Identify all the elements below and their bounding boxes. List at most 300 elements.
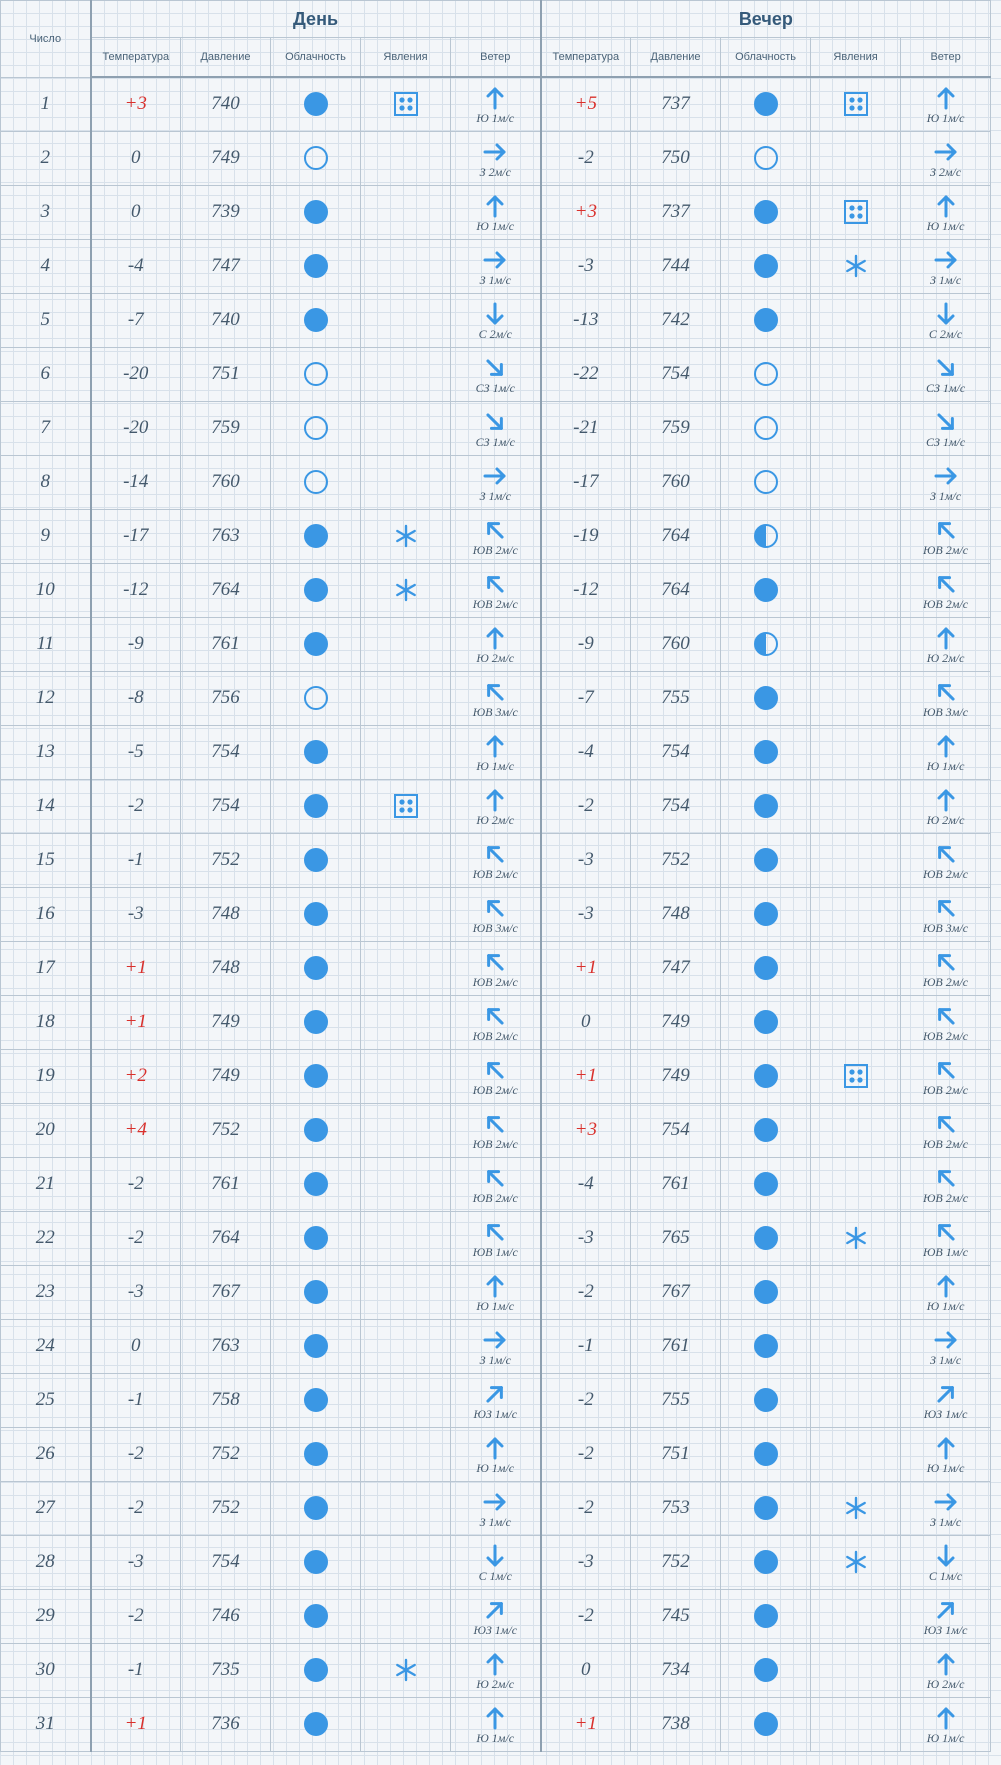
wind-arrow-up-left-icon <box>482 571 508 597</box>
wind-arrow-up-left-icon <box>482 1165 508 1191</box>
day-wind-header: Ветер <box>451 38 541 78</box>
day-number: 24 <box>35 1335 55 1356</box>
evening-wind-label: З 1м/с <box>929 1352 962 1367</box>
day-phenomena-cell <box>361 347 451 401</box>
evening-phenomena-cell <box>811 1535 901 1589</box>
table-row <box>1 1589 991 1643</box>
evening-pressure-cell <box>631 185 721 239</box>
evening-pressure-cell <box>631 887 721 941</box>
evening-temperature-value: -19 <box>573 525 599 546</box>
day-cloudiness-cell <box>271 455 361 509</box>
wind-arrow-up-left-icon <box>933 949 959 975</box>
table-row <box>1 1643 991 1697</box>
evening-temperature-value: -22 <box>573 363 599 384</box>
evening-wind-cell <box>901 671 991 725</box>
evening-wind-label: ЮВ 2м/с <box>923 866 969 881</box>
day-pressure-cell <box>181 1103 271 1157</box>
day-wind-cell <box>451 1589 541 1643</box>
evening-cloudiness-cell <box>721 1265 811 1319</box>
day-temperature-value: -7 <box>127 309 144 330</box>
day-number: 28 <box>35 1551 55 1572</box>
day-wind <box>473 1111 518 1150</box>
day-pressure-cell <box>181 563 271 617</box>
day-wind-label: Ю 1м/с <box>476 110 515 125</box>
evening-wind-label: Ю 1м/с <box>926 758 965 773</box>
evening-pressure-value: 737 <box>661 201 690 222</box>
evening-phenomena-cell <box>811 833 901 887</box>
day-number-cell <box>1 509 91 563</box>
day-temperature-cell <box>91 563 181 617</box>
day-number-cell <box>1 779 91 833</box>
evening-wind <box>923 1165 968 1204</box>
wind-arrow-up-left-icon <box>482 1003 508 1029</box>
wind-arrow-up-left-icon <box>482 1219 508 1245</box>
day-number: 10 <box>35 579 55 600</box>
evening-cloudiness-cell <box>721 1589 811 1643</box>
day-temperature-value: -20 <box>123 417 149 438</box>
evening-temperature-value: -3 <box>577 1551 594 1572</box>
day-wind-cell <box>451 401 541 455</box>
evening-temperature-value: -2 <box>577 1605 594 1626</box>
wind-arrow-up-icon <box>482 733 508 759</box>
wind-arrow-up-left-icon <box>482 841 508 867</box>
day-wind-label: Ю 1м/с <box>476 1298 515 1313</box>
day-wind-cell <box>451 509 541 563</box>
table-row <box>1 293 991 347</box>
evening-temperature-value: 0 <box>581 1011 591 1032</box>
day-cloudiness-cell <box>271 833 361 887</box>
day-wind-label: ЮВ 1м/с <box>472 1244 518 1259</box>
day-wind-cell <box>451 77 541 131</box>
evening-pressure-value: 764 <box>661 579 690 600</box>
day-wind-cell <box>451 671 541 725</box>
wind-arrow-up-icon <box>482 625 508 651</box>
table-row <box>1 1049 991 1103</box>
overcast-cloud-icon <box>754 92 778 116</box>
wind-arrow-up-left-icon <box>933 841 959 867</box>
evening-pressure-value: 755 <box>661 687 690 708</box>
evening-cloudiness-cell <box>721 941 811 995</box>
evening-pressure-value: 751 <box>661 1443 690 1464</box>
day-pressure-value: 764 <box>211 1227 240 1248</box>
day-wind-label: ЮВ 3м/с <box>472 704 518 719</box>
day-wind-cell <box>451 1643 541 1697</box>
day-wind-label: З 1м/с <box>479 488 511 503</box>
evening-pressure-value: 752 <box>661 1551 690 1572</box>
overcast-cloud-icon <box>304 578 328 602</box>
wind-arrow-up-icon <box>482 787 508 813</box>
day-number: 21 <box>35 1173 55 1194</box>
day-cloudiness-cell <box>271 239 361 293</box>
evening-phenomena-cell <box>811 401 901 455</box>
day-wind-label: З 1м/с <box>479 1352 511 1367</box>
day-pressure-value: 752 <box>211 1119 240 1140</box>
day-phenomena-cell <box>361 833 451 887</box>
wind-arrow-down-right-icon <box>482 355 508 381</box>
evening-pressure-value: 764 <box>661 525 690 546</box>
day-number-cell <box>1 77 91 131</box>
evening-temperature-value: -17 <box>573 471 599 492</box>
day-wind-cell <box>451 1535 541 1589</box>
day-pressure-cell <box>181 239 271 293</box>
evening-cloudiness-cell <box>721 239 811 293</box>
day-cloudiness-cell <box>271 1157 361 1211</box>
day-pressure-cell <box>181 77 271 131</box>
day-wind-cell <box>451 1265 541 1319</box>
day-cloudiness-cell <box>271 1211 361 1265</box>
evening-wind <box>930 1489 961 1528</box>
day-temperature-cell <box>91 1643 181 1697</box>
clear-sky-icon <box>304 362 328 386</box>
day-cloudiness-cell <box>271 941 361 995</box>
evening-cloudiness-cell <box>721 293 811 347</box>
day-wind <box>473 1057 518 1096</box>
evening-temperature-cell <box>541 941 631 995</box>
day-wind-cell <box>451 131 541 185</box>
evening-pressure-cell <box>631 1643 721 1697</box>
day-pressure-cell <box>181 1481 271 1535</box>
day-wind-label: З 1м/с <box>479 1514 511 1529</box>
day-pressure-value: 761 <box>211 1173 240 1194</box>
overcast-cloud-icon <box>304 254 328 278</box>
evening-temperature-header: Температура <box>541 38 631 78</box>
evening-pressure-cell <box>631 1697 721 1751</box>
snow-icon <box>394 524 418 548</box>
evening-phenomena-cell <box>811 1319 901 1373</box>
day-temperature-value: -2 <box>127 1443 144 1464</box>
evening-wind <box>927 733 965 772</box>
day-wind <box>473 895 518 934</box>
evening-phenomena-cell <box>811 1643 901 1697</box>
day-number-cell <box>1 185 91 239</box>
day-wind-cell <box>451 347 541 401</box>
day-number: 7 <box>40 417 50 438</box>
table-row <box>1 671 991 725</box>
evening-temperature-value: -7 <box>577 687 594 708</box>
day-phenomena-cell <box>361 941 451 995</box>
table-row <box>1 455 991 509</box>
day-phenomena-cell <box>361 1265 451 1319</box>
wind-arrow-right-icon <box>933 1489 959 1515</box>
evening-wind-cell <box>901 77 991 131</box>
evening-pressure-value: 754 <box>661 1119 690 1140</box>
day-temperature-value: +1 <box>124 1713 147 1734</box>
overcast-cloud-icon <box>754 200 778 224</box>
evening-wind-cell <box>901 1427 991 1481</box>
overcast-cloud-icon <box>304 1550 328 1574</box>
day-pressure-cell <box>181 1319 271 1373</box>
day-phenomena-cell <box>361 1481 451 1535</box>
evening-cloudiness-cell <box>721 617 811 671</box>
overcast-cloud-icon <box>304 1280 328 1304</box>
table-row <box>1 1373 991 1427</box>
evening-temperature-cell <box>541 455 631 509</box>
day-number-cell <box>1 131 91 185</box>
evening-pressure-cell <box>631 1535 721 1589</box>
day-temperature-cell <box>91 455 181 509</box>
evening-wind-cell <box>901 1697 991 1751</box>
overcast-cloud-icon <box>304 1172 328 1196</box>
day-wind-label: С 2м/с <box>478 326 512 341</box>
day-pressure-value: 763 <box>211 525 240 546</box>
day-temperature-header: Температура <box>91 38 181 78</box>
evening-wind-cell <box>901 833 991 887</box>
day-wind <box>476 193 514 232</box>
day-cloudiness-cell <box>271 1265 361 1319</box>
evening-wind <box>924 1597 968 1636</box>
evening-pressure-cell <box>631 563 721 617</box>
table-row <box>1 131 991 185</box>
day-wind <box>473 571 518 610</box>
evening-wind <box>930 1327 961 1366</box>
evening-wind <box>927 1435 965 1474</box>
day-temperature-cell <box>91 725 181 779</box>
evening-wind-label: С 2м/с <box>928 326 963 341</box>
day-number: 29 <box>35 1605 55 1626</box>
evening-pressure-cell <box>631 725 721 779</box>
evening-pressure-value: 761 <box>661 1335 690 1356</box>
evening-pressure-cell <box>631 1427 721 1481</box>
overcast-cloud-icon <box>304 1658 328 1682</box>
evening-temperature-value: -3 <box>577 849 594 870</box>
evening-wind-cell <box>901 725 991 779</box>
overcast-cloud-icon <box>754 1280 778 1304</box>
overcast-cloud-icon <box>754 1334 778 1358</box>
day-pressure-cell <box>181 401 271 455</box>
evening-wind-cell <box>901 1643 991 1697</box>
evening-phenomena-cell <box>811 1589 901 1643</box>
table-row <box>1 77 991 131</box>
wind-arrow-right-icon <box>933 1327 959 1353</box>
evening-wind-cell <box>901 563 991 617</box>
day-pressure-cell <box>181 671 271 725</box>
evening-pressure-value: 767 <box>661 1281 690 1302</box>
weather-rows <box>1 77 991 1751</box>
day-pressure-value: 736 <box>211 1713 240 1734</box>
wind-arrow-up-icon <box>933 733 959 759</box>
rain-icon <box>393 793 419 819</box>
evening-pressure-cell <box>631 671 721 725</box>
evening-pressure-cell <box>631 1103 721 1157</box>
day-phenomena-cell <box>361 995 451 1049</box>
day-wind-label: ЮВ 2м/с <box>472 1136 518 1151</box>
day-number-cell <box>1 455 91 509</box>
evening-wind-label: СЗ 1м/с <box>925 380 966 395</box>
evening-temperature-cell <box>541 563 631 617</box>
day-number: 19 <box>35 1065 55 1086</box>
overcast-cloud-icon <box>304 740 328 764</box>
wind-arrow-up-right-icon <box>482 1597 508 1623</box>
day-wind-cell <box>451 995 541 1049</box>
day-pressure-value: 740 <box>211 93 240 115</box>
evening-wind <box>924 1381 968 1420</box>
day-cloudiness-cell <box>271 1697 361 1751</box>
evening-temperature-cell <box>541 1319 631 1373</box>
day-pressure-cell <box>181 1535 271 1589</box>
day-temperature-value: -20 <box>123 363 149 384</box>
evening-temperature-value: -2 <box>577 1443 594 1464</box>
evening-cloudiness-cell <box>721 671 811 725</box>
day-cloudiness-cell <box>271 887 361 941</box>
day-temperature-cell <box>91 239 181 293</box>
evening-wind-label: ЮВ 3м/с <box>923 704 969 719</box>
evening-wind-label: ЮВ 2м/с <box>923 542 969 557</box>
day-temperature-cell <box>91 293 181 347</box>
day-temperature-cell <box>91 779 181 833</box>
evening-temperature-cell <box>541 1535 631 1589</box>
day-temperature-cell <box>91 887 181 941</box>
day-temperature-value: 0 <box>131 1335 141 1356</box>
evening-phenomena-cell <box>811 1481 901 1535</box>
day-pressure-value: 748 <box>211 903 240 924</box>
day-wind <box>480 139 511 178</box>
day-temperature-value: -2 <box>127 795 144 816</box>
day-wind-label: ЮЗ 1м/с <box>473 1622 518 1637</box>
wind-arrow-up-icon <box>933 1651 959 1677</box>
wind-arrow-up-left-icon <box>933 1219 959 1245</box>
day-wind-label: З 2м/с <box>479 164 511 179</box>
day-number: 22 <box>35 1227 55 1248</box>
day-wind-label: ЮЗ 1м/с <box>473 1406 518 1421</box>
wind-arrow-up-icon <box>482 1651 508 1677</box>
evening-wind-cell <box>901 239 991 293</box>
overcast-cloud-icon <box>304 308 328 332</box>
evening-cloudiness-cell <box>721 401 811 455</box>
evening-temperature-cell <box>541 1211 631 1265</box>
evening-phenomena-cell <box>811 131 901 185</box>
day-temperature-cell <box>91 995 181 1049</box>
day-wind-cell <box>451 1157 541 1211</box>
evening-wind <box>927 1705 965 1744</box>
table-row <box>1 617 991 671</box>
day-wind <box>476 355 515 394</box>
day-wind <box>473 1381 517 1420</box>
day-wind-label: Ю 2м/с <box>476 1676 515 1691</box>
evening-phenomena-cell <box>811 293 901 347</box>
wind-arrow-right-icon <box>482 1327 508 1353</box>
overcast-cloud-icon <box>754 794 778 818</box>
evening-wind-cell <box>901 509 991 563</box>
day-phenomena-cell <box>361 77 451 131</box>
evening-wind <box>923 1003 968 1042</box>
table-row <box>1 725 991 779</box>
day-wind <box>476 1651 514 1690</box>
wind-arrow-right-icon <box>482 139 508 165</box>
day-pressure-value: 748 <box>211 957 240 978</box>
clear-sky-icon <box>304 470 328 494</box>
evening-pressure-cell <box>631 455 721 509</box>
day-number-cell <box>1 1373 91 1427</box>
evening-phenomena-cell <box>811 1373 901 1427</box>
day-phenomena-cell <box>361 779 451 833</box>
day-pressure-value: 754 <box>211 795 240 816</box>
evening-wind <box>930 139 961 178</box>
overcast-cloud-icon <box>304 1010 328 1034</box>
evening-pressure-cell <box>631 1319 721 1373</box>
evening-wind-label: ЮВ 2м/с <box>923 1190 969 1205</box>
day-pressure-value: 760 <box>211 471 240 492</box>
evening-pressure-value: 750 <box>661 147 690 168</box>
wind-arrow-up-right-icon <box>933 1597 959 1623</box>
day-temperature-value: -3 <box>127 1551 144 1572</box>
table-row <box>1 1319 991 1373</box>
day-wind <box>476 787 514 826</box>
day-temperature-cell <box>91 617 181 671</box>
day-number-cell <box>1 1103 91 1157</box>
overcast-cloud-icon <box>754 1388 778 1412</box>
day-cloudiness-cell <box>271 77 361 131</box>
evening-cloudiness-cell <box>721 1697 811 1751</box>
evening-phenomena-cell <box>811 455 901 509</box>
day-pressure-cell <box>181 887 271 941</box>
day-pressure-value: 752 <box>211 1443 240 1464</box>
evening-wind-cell <box>901 401 991 455</box>
wind-arrow-up-left-icon <box>933 1057 959 1083</box>
evening-pressure-cell <box>631 1481 721 1535</box>
day-temperature-value: -1 <box>127 1389 144 1410</box>
day-number-cell <box>1 887 91 941</box>
day-wind <box>479 1543 512 1582</box>
evening-phenomena-cell <box>811 1049 901 1103</box>
wind-arrow-up-icon <box>933 1273 959 1299</box>
evening-wind <box>929 1543 962 1582</box>
day-phenomena-cell <box>361 671 451 725</box>
day-number: 3 <box>40 201 50 222</box>
evening-phenomena-cell <box>811 1427 901 1481</box>
clear-sky-icon <box>304 686 328 710</box>
evening-phenomena-cell <box>811 617 901 671</box>
day-cloudiness-cell <box>271 1373 361 1427</box>
evening-wind <box>927 1651 965 1690</box>
day-number-cell <box>1 671 91 725</box>
table-row <box>1 563 991 617</box>
day-temperature-value: -2 <box>127 1227 144 1248</box>
day-pressure-cell <box>181 617 271 671</box>
evening-temperature-cell <box>541 1157 631 1211</box>
day-wind-cell <box>451 887 541 941</box>
evening-temperature-value: -4 <box>577 1173 594 1194</box>
evening-pressure-cell <box>631 941 721 995</box>
evening-cloudiness-cell <box>721 455 811 509</box>
evening-group-header: Вечер <box>541 1 991 38</box>
day-wind <box>476 733 514 772</box>
evening-wind-cell <box>901 1373 991 1427</box>
overcast-cloud-icon <box>754 902 778 926</box>
evening-pressure-cell <box>631 833 721 887</box>
day-number: 20 <box>35 1119 55 1140</box>
day-cloudiness-cell <box>271 1589 361 1643</box>
wind-arrow-up-left-icon <box>933 895 959 921</box>
day-phenomena-header: Явления <box>361 38 451 78</box>
day-wind-label: Ю 1м/с <box>476 218 515 233</box>
day-temperature-cell <box>91 1211 181 1265</box>
wind-arrow-right-icon <box>933 139 959 165</box>
evening-wind-label: ЮВ 2м/с <box>923 974 969 989</box>
day-wind-cell <box>451 725 541 779</box>
evening-temperature-value: -1 <box>577 1335 594 1356</box>
evening-temperature-cell <box>541 617 631 671</box>
wind-arrow-up-icon <box>482 85 508 111</box>
day-number-cell <box>1 347 91 401</box>
day-phenomena-cell <box>361 239 451 293</box>
day-pressure-value: 740 <box>211 309 240 330</box>
day-phenomena-cell <box>361 1373 451 1427</box>
day-pressure-value: 758 <box>211 1389 240 1410</box>
day-temperature-value: -8 <box>127 687 144 708</box>
evening-wind <box>926 355 965 394</box>
day-temperature-value: -12 <box>123 579 149 600</box>
day-cloudiness-cell <box>271 293 361 347</box>
